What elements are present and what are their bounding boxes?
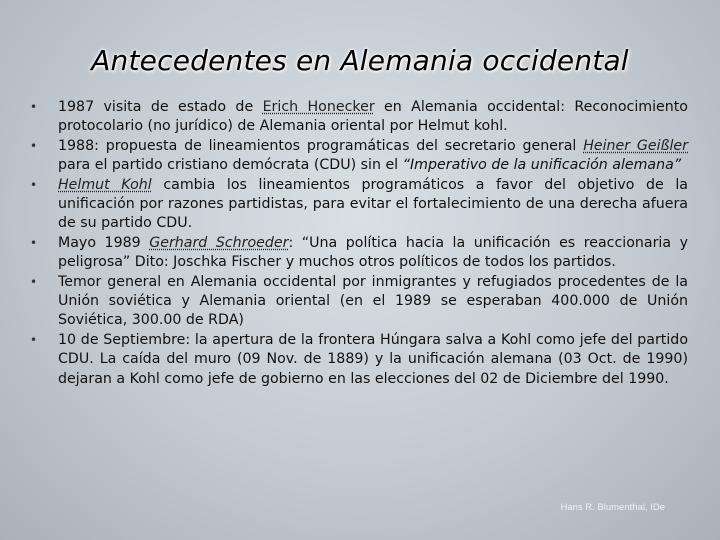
person-link-heiner-geissler[interactable]: Heiner Geißler: [583, 137, 688, 154]
bullet-marker: •: [30, 235, 38, 250]
bullet-list: [30, 98, 688, 389]
bullet-marker: •: [30, 138, 38, 153]
bullet-item: [30, 98, 688, 137]
bullet-marker: •: [30, 332, 38, 347]
bullet-text: : “Una política hacia la unificación es reaccionaria y peligrosa” Dito: Joschka Fischer y muchos otros políticos de todos los partidos.: [58, 234, 688, 271]
bullet-marker: •: [30, 100, 38, 114]
bullet-text: 10 de Septiembre: la apertura de la frontera Húngara salva a Kohl como jefe del partido CDU. La caída del muro (09 Nov. de 1889) y la unificación alemana (03 Oct. de 1990) dejaran a Kohl como jefe de gobierno en las elecciones del 02 de Diciembre del 1990.: [58, 331, 688, 387]
bullet-text: 1987 visita de estado de: [58, 99, 263, 115]
bullet-text: en Alemania occidental: Reconocimiento protocolario (no jurídico) de Alemania oriental por Helmut kohl.: [58, 99, 688, 135]
bullet-text: cambia los lineamientos programáticos a favor del objetivo de la unificación por razones partidistas, para evitar el fortalecimiento de una derecha afuera de su partido CDU.: [58, 176, 689, 232]
person-link-erich-honecker[interactable]: Erich Honecker: [262, 99, 375, 115]
bullet-marker: •: [30, 274, 38, 289]
bullet-item: [30, 331, 688, 389]
person-link-gerhard-schroeder[interactable]: Gerhard Schroeder: [149, 234, 289, 251]
slide-title: Antecedentes en Alemania occidental: [91, 44, 629, 77]
bullet-item: [30, 176, 688, 234]
bullet-text: Mayo 1989: [58, 234, 150, 251]
bullet-item: [30, 234, 688, 273]
bullet-item: [30, 273, 688, 331]
bullet-quote: “Imperativo de la unificación alemana”: [402, 157, 682, 174]
bullet-item: [30, 137, 688, 176]
slide-footer-author: Hans R. Blumenthal, IDe: [560, 502, 665, 513]
bullet-text: 1988: propuesta de lineamientos programáticas del secretario general: [58, 137, 584, 154]
person-link-helmut-kohl[interactable]: Helmut Kohl: [58, 176, 152, 193]
bullet-marker: •: [30, 177, 38, 192]
bullet-text: para el partido cristiano demócrata (CDU) sin el: [58, 157, 403, 174]
bullet-text: Temor general en Alemania occidental por inmigrantes y refugiados procedentes de la Unión soviética y Alemania oriental (en el 1989 se esperaban 400.000 de Unión Soviética, 300.00 de RDA): [58, 273, 688, 329]
